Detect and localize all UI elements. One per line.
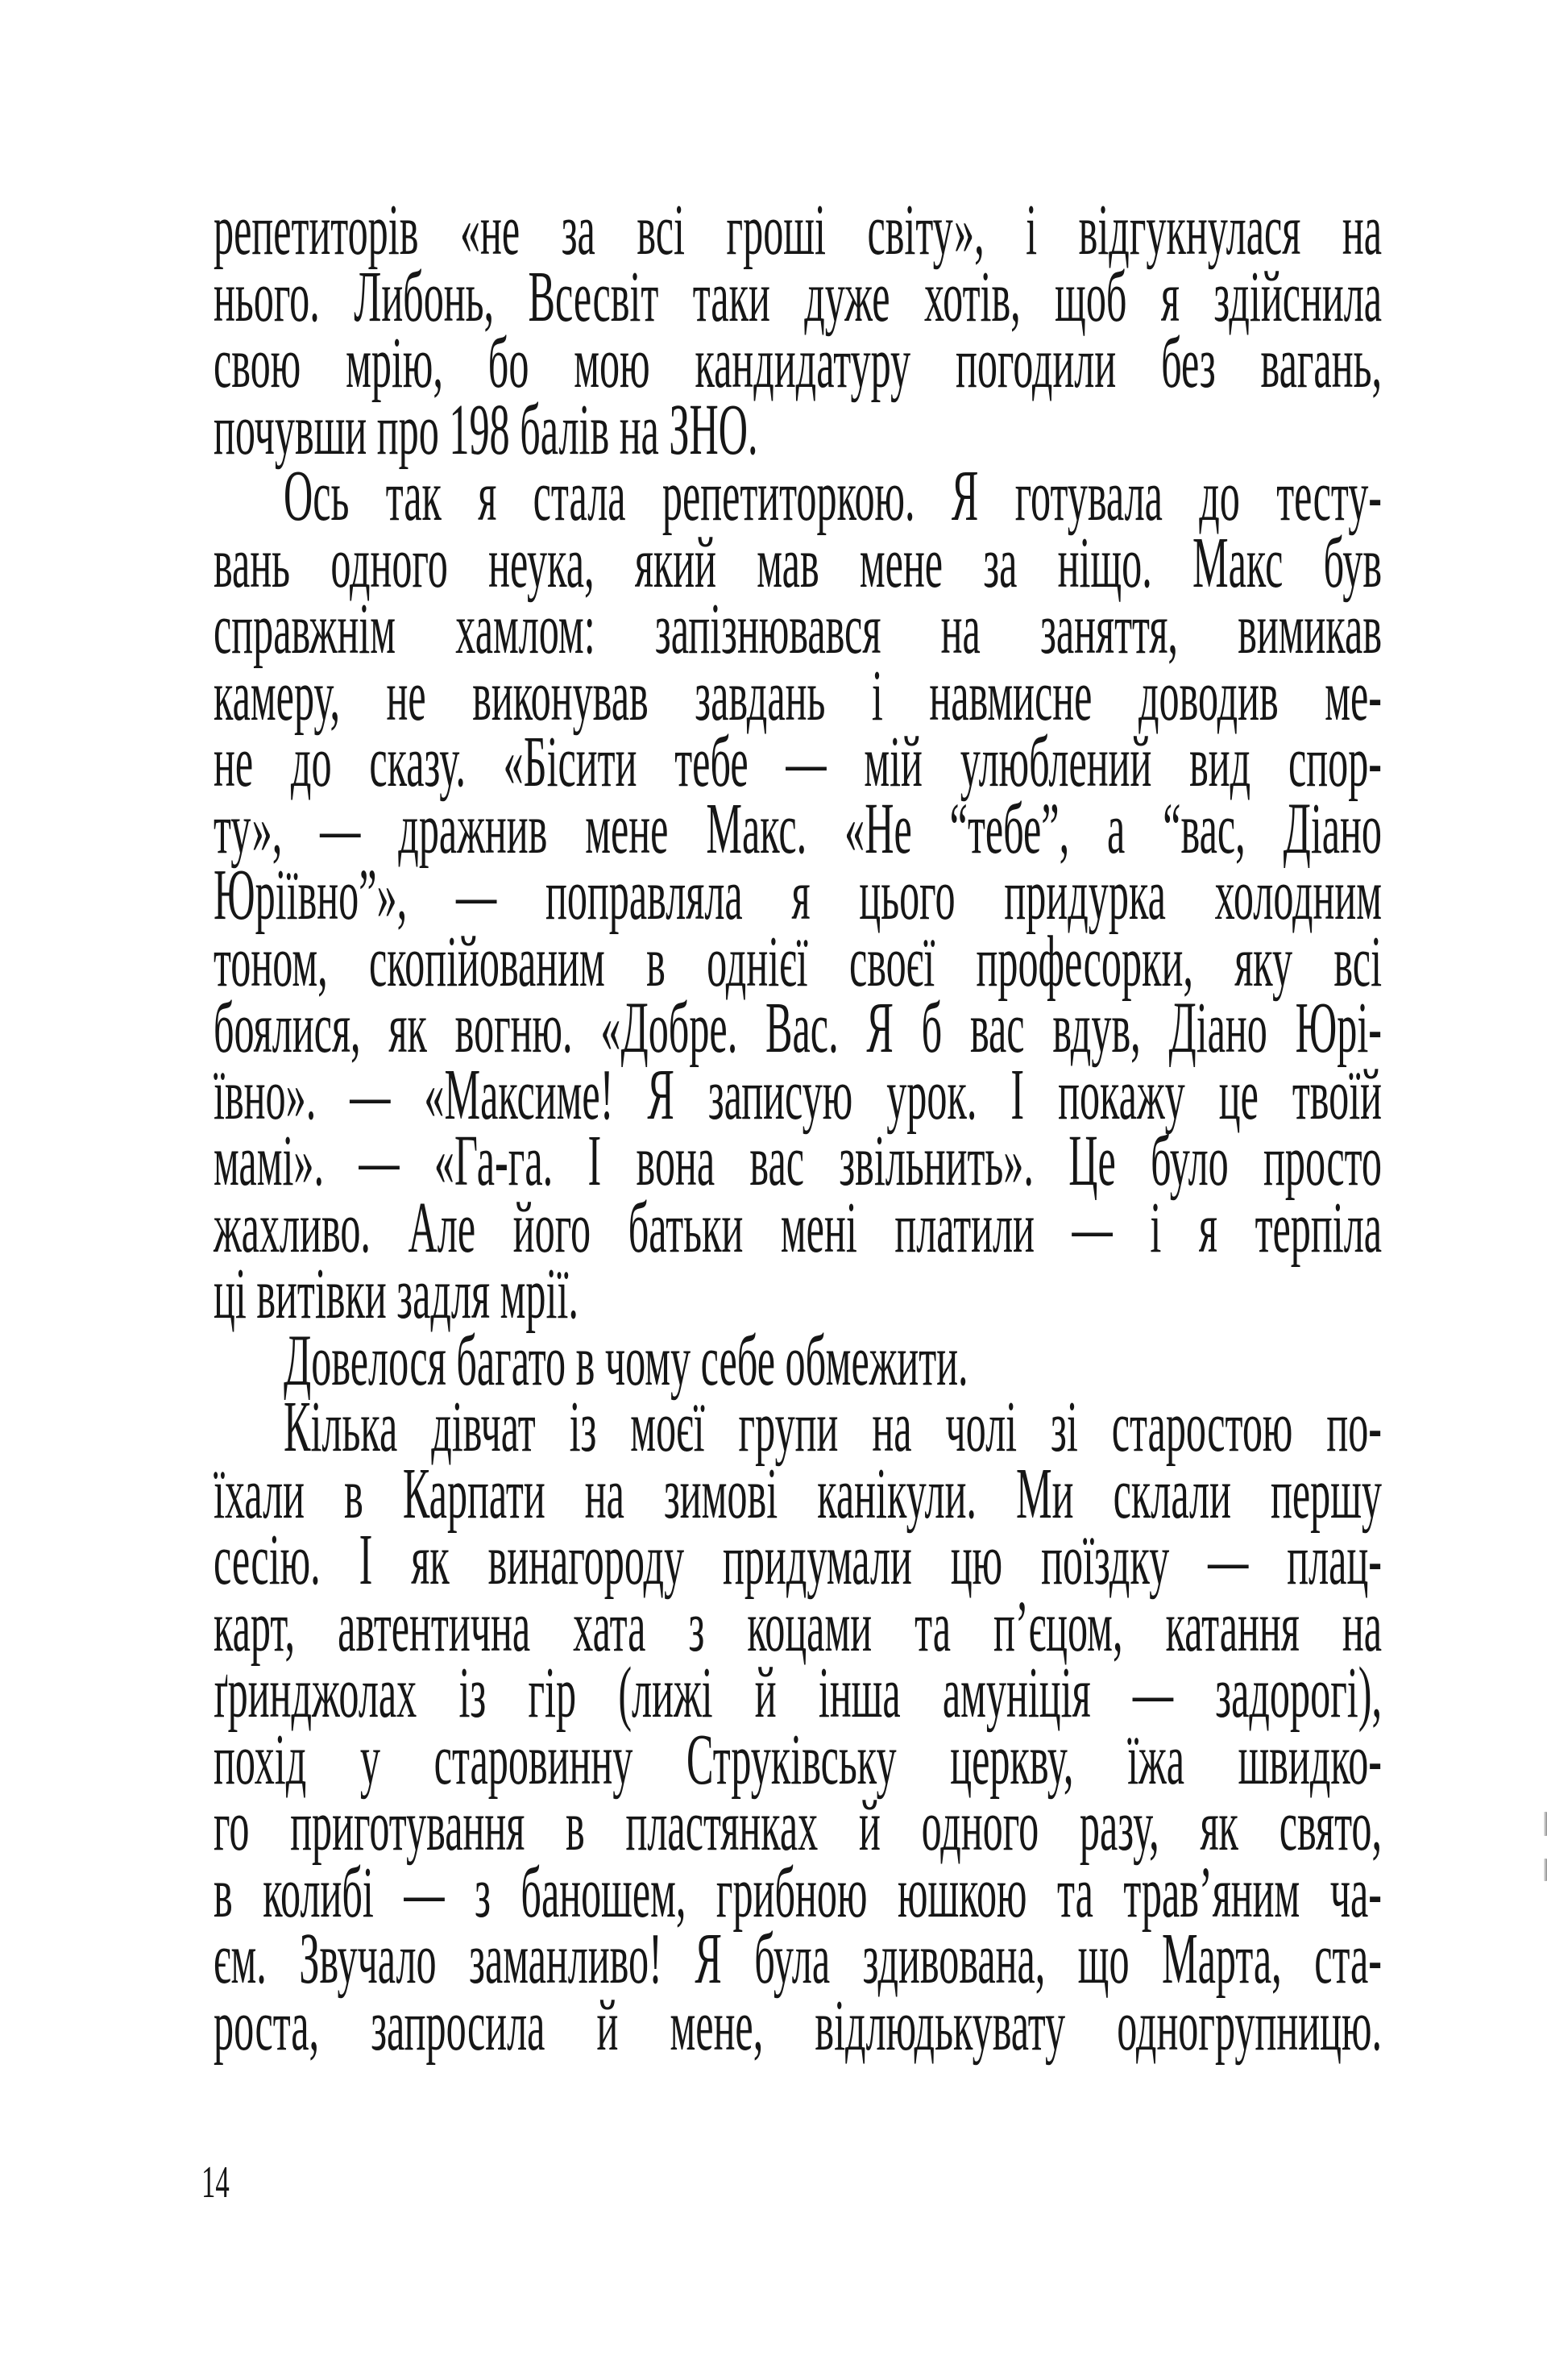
text-line: карт, автентична хата з коцами та п’єцом, катання на — [214, 1586, 1383, 1667]
text-line: Ось так я стала репетиторкою. Я готувала до тесту- — [284, 456, 1383, 536]
text-line: не до сказу. «Бісити тебе — мій улюблений вид спор- — [214, 722, 1383, 802]
text-line: ту», — дражнив мене Макс. «Не “тебе”, а “вас, Діано — [214, 788, 1383, 869]
scan-edge-mark — [1544, 1812, 1547, 1836]
text-line: роста, запросила й мене, відлюдькувату одногрупницю. — [214, 1985, 1383, 2066]
text-line: справжнім хамлом: запізнювався на заняття, вимикав — [214, 589, 1383, 669]
text-line: сесію. І як винагороду придумали цю поїздку — плац- — [214, 1520, 1383, 1600]
text-line: мамі». — «Га-га. І вона вас звільнить». Це було просто — [214, 1121, 1383, 1201]
text-line: ґринджолах із гір (лижі й інша амуніція — задорогі), — [214, 1653, 1383, 1733]
text-line: тоном, скопійованим в однієї своєї професорки, яку всі — [214, 921, 1383, 1002]
text-line: похід у старовинну Струківську церкву, їжа швидко- — [214, 1719, 1383, 1800]
text-line: нього. Либонь, Всесвіт таки дуже хотів, щоб я здійснила — [214, 256, 1383, 337]
text-line: Довелося багато в чому себе обмежити. — [284, 1320, 968, 1401]
text-line: вань одного неука, який мав мене за ніщо. Макс був — [214, 522, 1383, 603]
text-line: го приготування в пластянках й одного разу, як свято, — [214, 1786, 1383, 1866]
text-line: боялися, як вогню. «Добре. Вас. Я б вас вдув, Діано Юрі- — [214, 988, 1383, 1068]
text-line: ці витівки задля мрії. — [214, 1254, 579, 1334]
paragraph — [214, 1387, 1383, 2066]
text-line: Кілька дівчат із моєї групи на чолі зі старостою по- — [284, 1387, 1383, 1467]
text-line: почувши про 198 балів на ЗНО. — [214, 389, 758, 470]
text-line: єм. Звучало заманливо! Я була здивована, що Марта, ста- — [214, 1919, 1383, 1999]
page-text — [214, 190, 1383, 2066]
text-line: камеру, не виконував завдань і навмисне доводив ме- — [214, 655, 1383, 736]
paragraph — [214, 190, 1383, 470]
page-number: 14 — [201, 2158, 230, 2208]
scan-edge-mark — [1544, 1859, 1547, 1881]
text-line: жахливо. Але його батьки мені платили — і я терпіла — [214, 1187, 1383, 1268]
text-line: в колибі — з баношем, грибною юшкою та трав’яним ча- — [214, 1852, 1383, 1933]
text-line: їхали в Карпати на зимові канікули. Ми склали першу — [214, 1453, 1383, 1534]
text-line: репетиторів «не за всі гроші світу», і відгукнулася на — [214, 190, 1383, 270]
paragraph — [214, 456, 1383, 1334]
text-line: свою мрію, бо мою кандидатуру погодили без вагань, — [214, 323, 1383, 403]
text-line: Юріївно”», — поправляла я цього придурка холодним — [214, 855, 1383, 935]
paragraph — [214, 1320, 1382, 1401]
text-line: ївно». — «Максиме! Я записую урок. І покажу це твоїй — [214, 1054, 1383, 1135]
